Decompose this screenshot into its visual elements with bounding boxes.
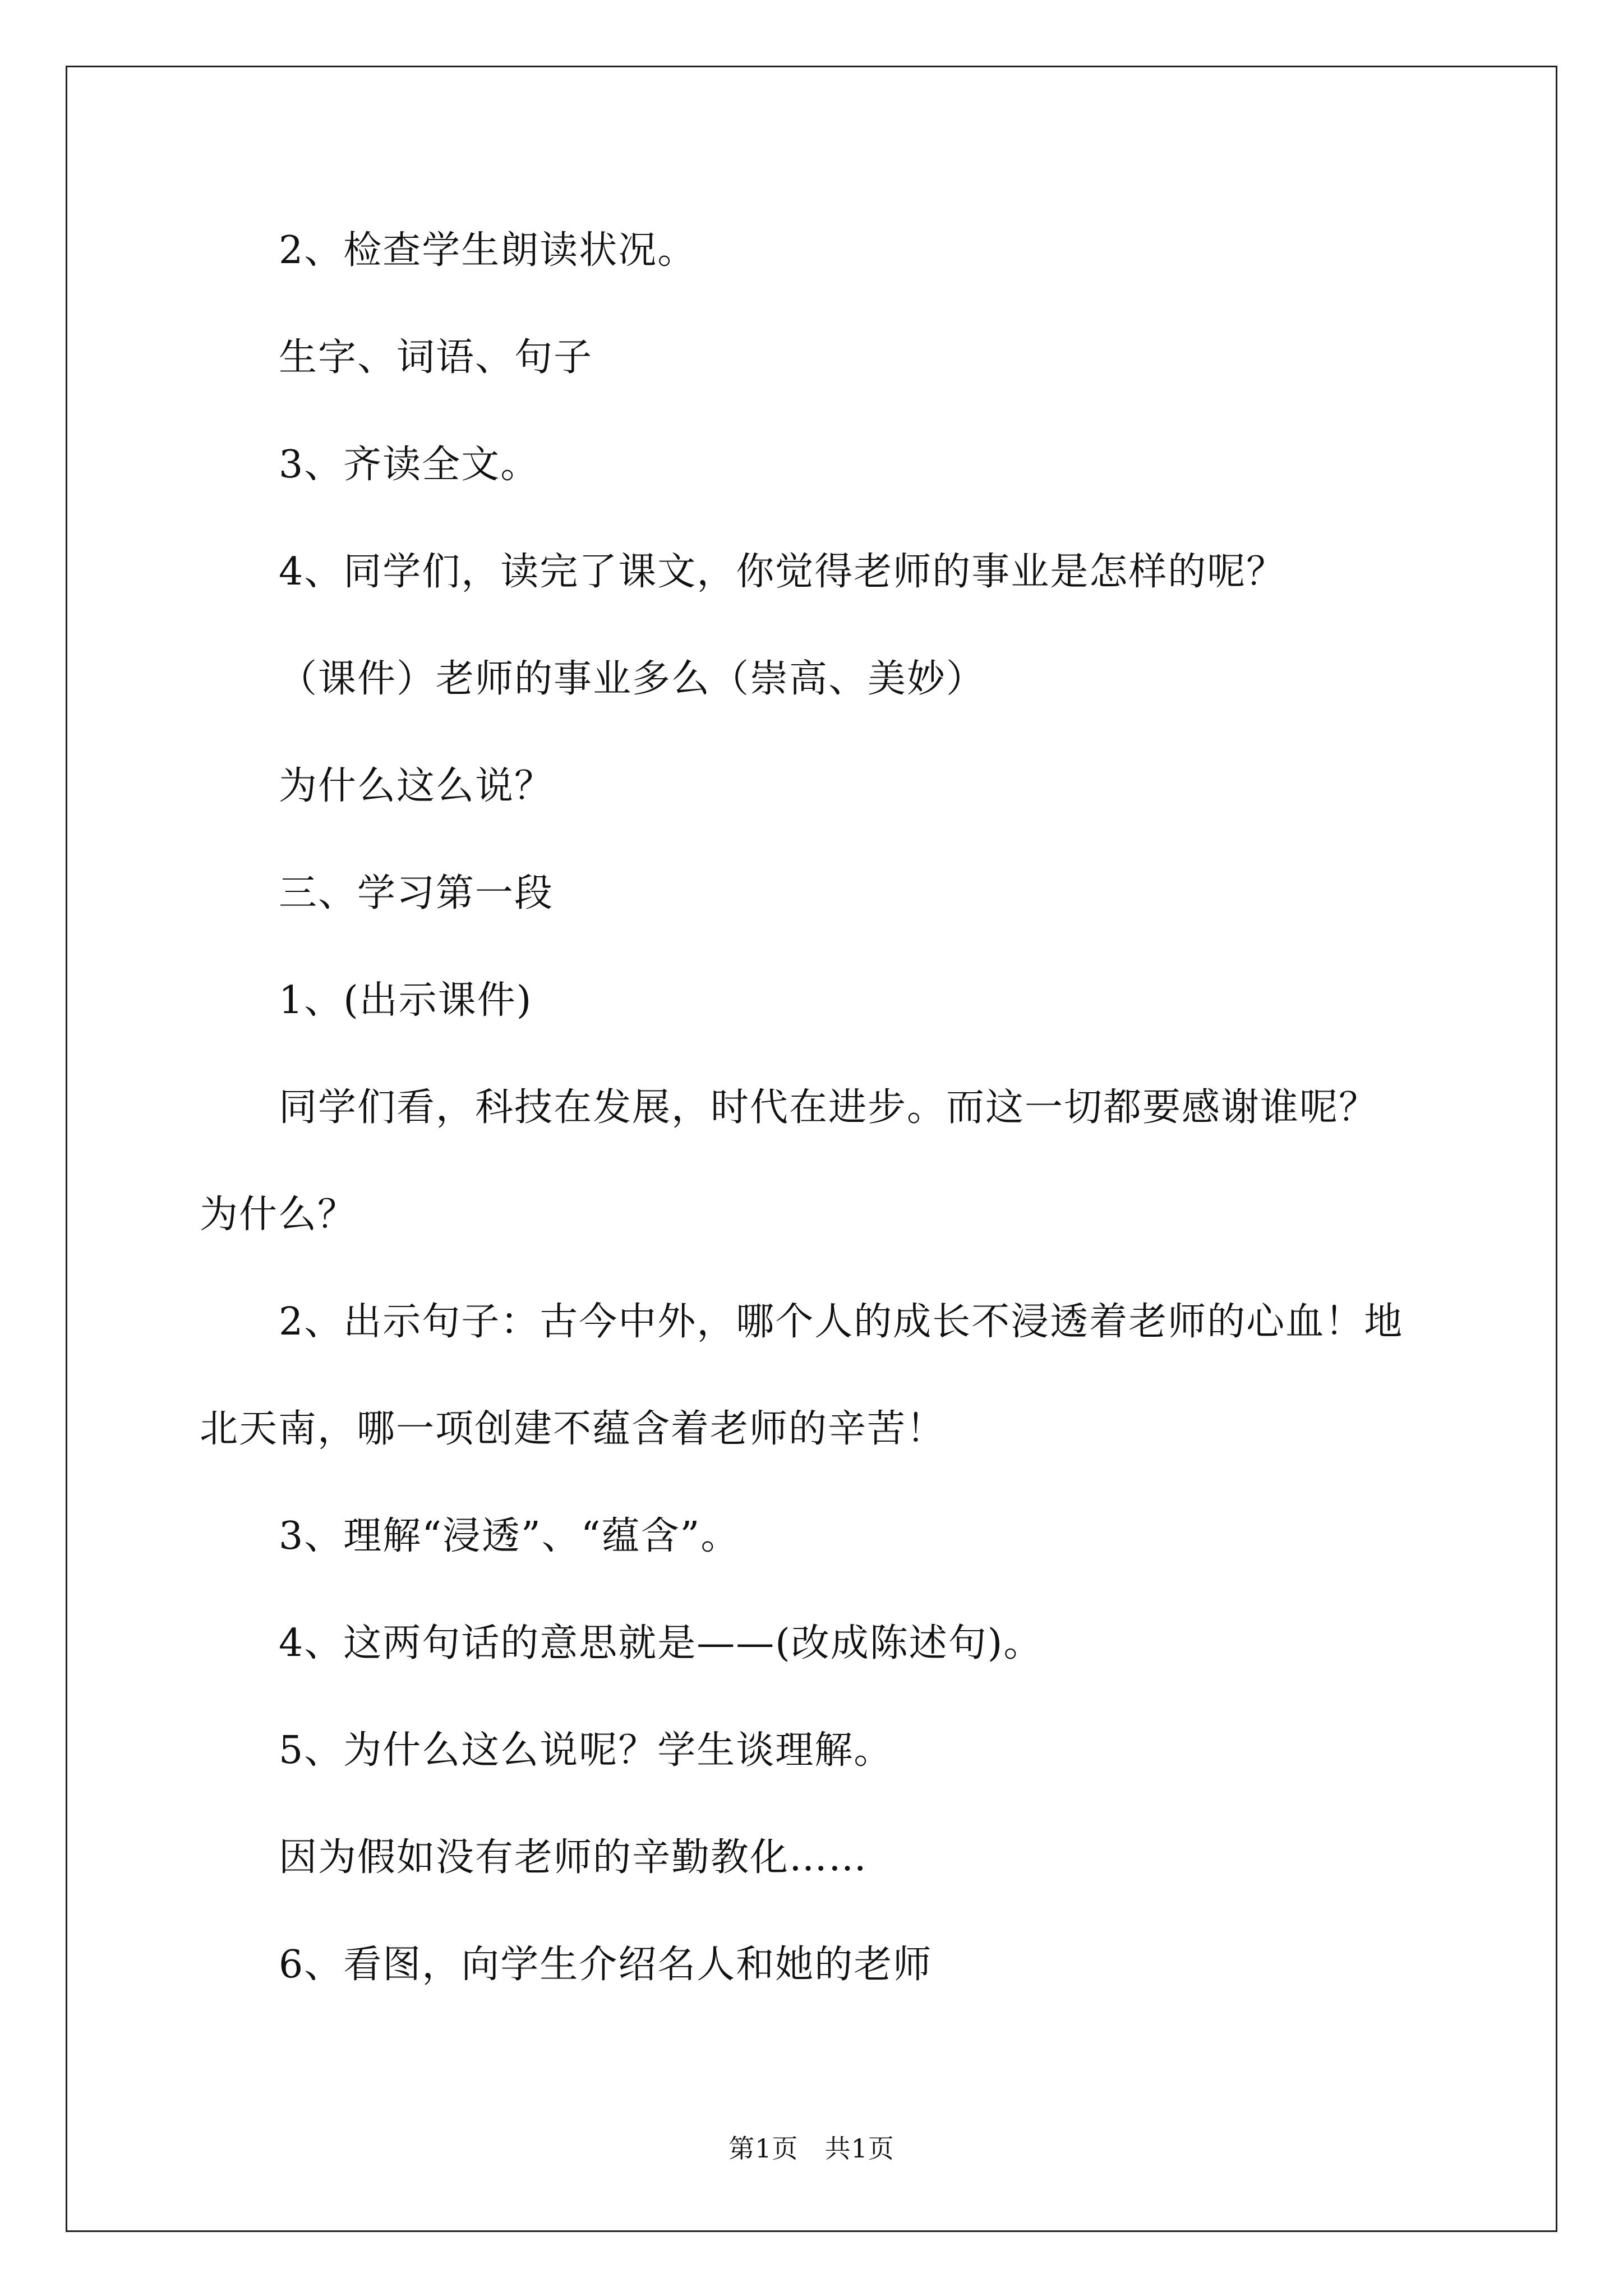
text-line: 1、(出示课件) — [279, 978, 533, 1023]
section-heading: 三、学习第一段 — [279, 871, 554, 915]
text-line: 4、这两句话的意思就是——(改成陈述句)。 — [279, 1621, 1043, 1665]
text-line: 6、看图，向学生介绍名人和她的老师 — [279, 1943, 933, 1987]
text-line: 为什么？ — [200, 1193, 357, 1237]
text-line: 2、出示句子：古今中外，哪个人的成长不浸透着老师的心血！地 — [279, 1300, 1404, 1344]
text-line: 因为假如没有老师的辛勤教化…… — [279, 1835, 868, 1880]
text-line: 3、理解“浸透”、“蕴含”。 — [279, 1514, 740, 1558]
text-line: 北天南，哪一项创建不蕴含着老师的辛苦！ — [200, 1407, 946, 1451]
text-line: （课件）老师的事业多么（崇高、美妙） — [279, 657, 986, 701]
text-line: 5、为什么这么说呢？学生谈理解。 — [279, 1728, 893, 1773]
text-line: 同学们看，科技在发展，时代在进步。而这一切都要感谢谁呢？ — [279, 1085, 1378, 1130]
page-border — [66, 66, 1557, 2232]
text-line: 为什么这么说？ — [279, 764, 554, 808]
text-line: 3、齐读全文。 — [279, 443, 540, 487]
text-line: 生字、词语、句子 — [279, 335, 593, 380]
text-line: 4、同学们，读完了课文，你觉得老师的事业是怎样的呢？ — [279, 550, 1286, 594]
text-line: 2、检查学生朗读状况。 — [279, 228, 697, 273]
page-footer: 第1页 共1页 — [728, 2133, 895, 2164]
